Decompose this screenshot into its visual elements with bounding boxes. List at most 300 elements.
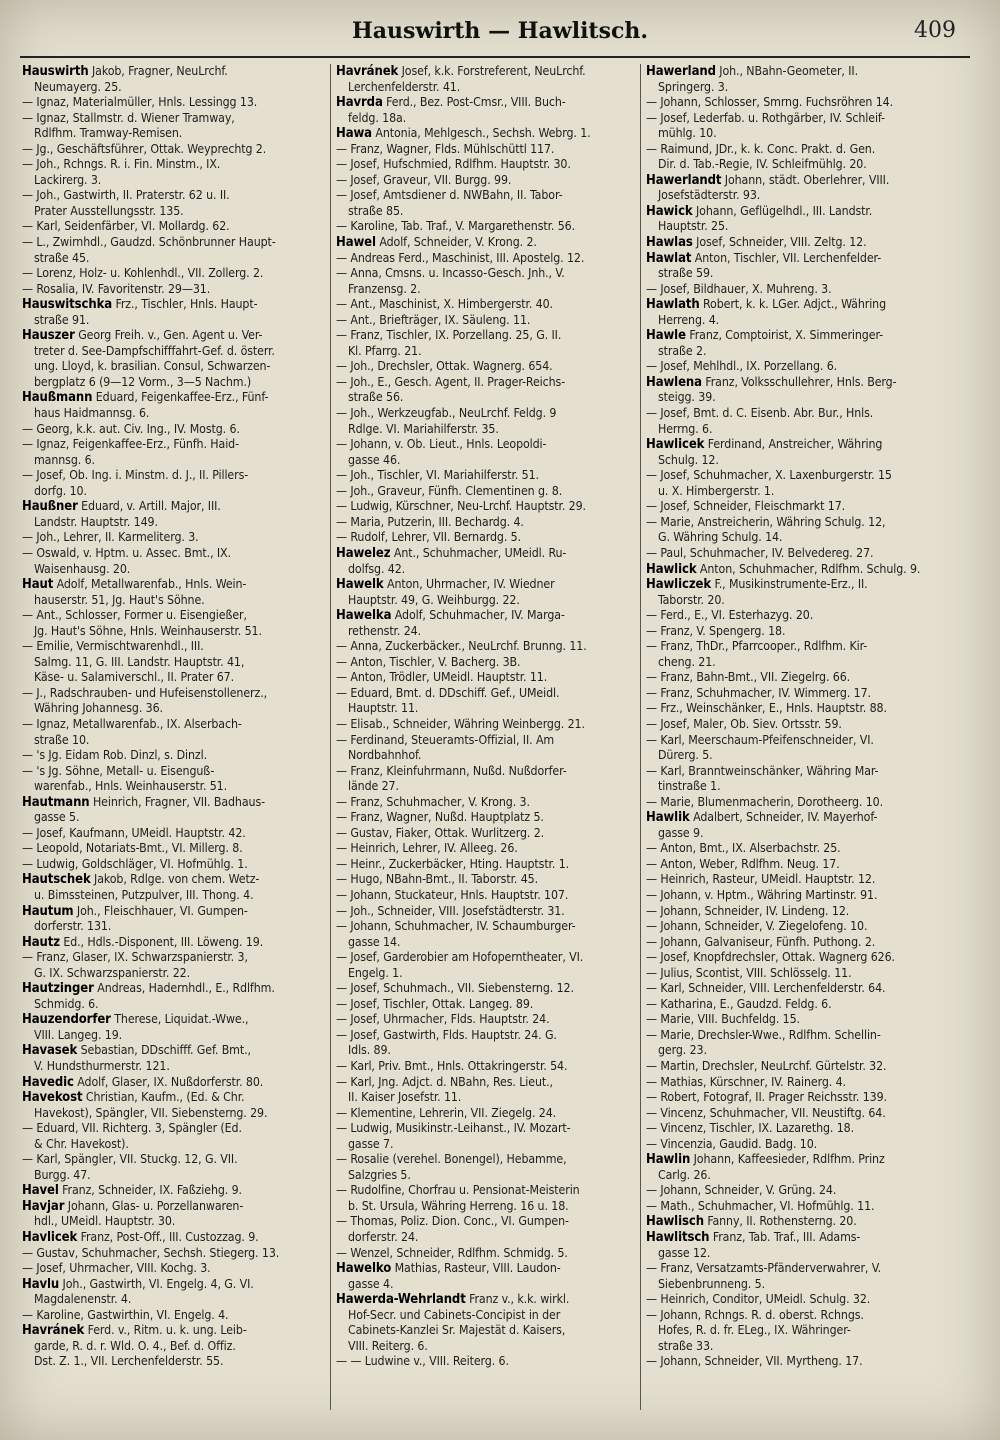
entry-text: — Franz, Tischler, IX. Porzellang. 25, G. II. xyxy=(336,328,562,343)
entry-text: Jakob, Rdlge. von chem. Wetz- xyxy=(90,872,260,887)
entry-text: — Josef, Uhrmacher, Flds. Hauptstr. 24. xyxy=(336,1012,550,1027)
directory-entry-head xyxy=(22,1199,328,1215)
directory-entry-line xyxy=(646,266,946,282)
directory-entry-line xyxy=(336,453,636,469)
entry-text: — J., Radschrauben- und Hufeisenstollenerz., xyxy=(22,685,268,700)
column-divider xyxy=(330,64,331,1410)
entry-surname: Havrda xyxy=(336,95,383,111)
entry-text: Käse- u. Salamiverschl., II. Prater 67. xyxy=(34,670,235,685)
directory-entry-line xyxy=(336,841,636,857)
directory-entry-line xyxy=(646,1246,946,1262)
directory-entry-line xyxy=(22,1106,328,1122)
entry-text: Neumayerg. 25. xyxy=(34,79,122,94)
directory-entry-line xyxy=(336,701,636,717)
entry-text: Salzgries 5. xyxy=(348,1167,411,1182)
entry-surname: Hawlick xyxy=(646,561,697,577)
entry-text: Heinrich, Fragner, VII. Badhaus- xyxy=(89,794,265,809)
entry-text: Johann, Geflügelhdl., III. Landstr. xyxy=(692,203,873,218)
entry-surname: Hawlisch xyxy=(646,1214,704,1230)
entry-text: tinstraße 1. xyxy=(658,779,721,794)
directory-entry-line xyxy=(646,1277,946,1293)
entry-text: — Anton, Bmt., IX. Alserbachstr. 25. xyxy=(646,841,841,856)
entry-text: — Josef, Kaufmann, UMeidl. Hauptstr. 42. xyxy=(22,825,246,840)
entry-text: — Franz, Schuhmacher, V. Krong. 3. xyxy=(336,794,530,809)
entry-text: ung. Lloyd, k. brasilian. Consul, Schwarzen- xyxy=(34,359,271,374)
entry-text: Burgg. 47. xyxy=(34,1167,91,1182)
entry-text: Herrng. 6. xyxy=(658,421,713,436)
directory-entry-line xyxy=(336,1308,636,1324)
directory-entry-line xyxy=(646,1339,946,1355)
directory-entry-line xyxy=(646,422,946,438)
entry-text: — Marie, Blumenmacherin, Dorotheerg. 10. xyxy=(646,794,884,809)
entry-text: — Ignaz, Stallmstr. d. Wiener Tramway, xyxy=(22,110,235,125)
entry-text: — Oswald, v. Hptm. u. Assec. Bmt., IX. xyxy=(22,545,231,560)
entry-text: Dir. d. Tab.-Regie, IV. Schleifmühlg. 20. xyxy=(658,157,867,172)
entry-text: — — Ludwine v., VIII. Reiterg. 6. xyxy=(336,1354,509,1369)
entry-text: — Josef, Uhrmacher, VIII. Kochg. 3. xyxy=(22,1261,211,1276)
directory-entry-line xyxy=(22,1137,328,1153)
entry-text: warenfab., Hnls. Weinhauserstr. 51. xyxy=(34,779,228,794)
directory-entry-line xyxy=(646,484,946,500)
directory-entry-line xyxy=(336,157,636,173)
directory-entry-line xyxy=(336,935,636,951)
entry-text: Josefstädterstr. 93. xyxy=(658,188,761,203)
directory-entry-line xyxy=(22,1152,328,1168)
entry-text: Rdlge. VI. Mariahilferstr. 35. xyxy=(348,421,499,436)
directory-entry-line xyxy=(646,1183,946,1199)
directory-entry-line xyxy=(22,655,328,671)
directory-entry-line xyxy=(22,1028,328,1044)
entry-text: — Vincenz, Schuhmacher, VII. Neustiftg. 64. xyxy=(646,1105,886,1120)
entry-text: dorferstr. 24. xyxy=(348,1230,419,1245)
directory-entry-line xyxy=(336,919,636,935)
entry-text: — Katharina, E., Gaudzd. Feldg. 6. xyxy=(646,996,832,1011)
directory-entry-line xyxy=(22,1214,328,1230)
entry-text: — Ignaz, Feigenkaffee-Erz., Fünfh. Haid- xyxy=(22,437,239,452)
directory-entry-line xyxy=(336,1059,636,1075)
entry-text: straße 2. xyxy=(658,343,707,358)
entry-text: — Joh., Werkzeugfab., NeuLrchf. Feldg. 9 xyxy=(336,406,557,421)
entry-surname: Hawel xyxy=(336,235,376,251)
directory-entry-line xyxy=(22,375,328,391)
directory-entry-head xyxy=(646,204,946,220)
entry-text: F., Musikinstrumente-Erz., II. xyxy=(711,577,868,592)
entry-text: — Johann, v. Ob. Lieut., Hnls. Leopoldi- xyxy=(336,437,547,452)
entry-text: — Karl, Meerschaum-Pfeifenschneider, VI. xyxy=(646,732,874,747)
directory-entry-line xyxy=(336,1354,636,1370)
directory-entry-line xyxy=(646,453,946,469)
entry-text: bergplatz 6 (9—12 Vorm., 3—5 Nachm.) xyxy=(34,374,252,389)
entry-text: Anton, Schuhmacher, Rdlfhm. Schulg. 9. xyxy=(696,561,921,576)
directory-entry-head xyxy=(22,1012,328,1028)
directory-entry-line xyxy=(22,484,328,500)
directory-entry-line xyxy=(22,701,328,717)
entry-text: Joh., Gastwirth, VI. Engelg. 4, G. VI. xyxy=(59,1276,254,1291)
directory-entry-line xyxy=(646,530,946,546)
entry-text: — Johann, Rchngs. R. d. oberst. Rchngs. xyxy=(646,1307,864,1322)
entry-surname: Havjar xyxy=(22,1198,65,1214)
directory-entry-line xyxy=(336,375,636,391)
directory-entry-line xyxy=(646,111,946,127)
entry-text: dorfg. 10. xyxy=(34,483,87,498)
directory-entry-head xyxy=(646,577,946,593)
entry-text: Franz, Volksschullehrer, Hnls. Berg- xyxy=(701,374,897,389)
directory-entry-line xyxy=(22,282,328,298)
directory-entry-head xyxy=(22,935,328,951)
entry-text: — Joh., Rchngs. R. i. Fin. Minstm., IX. xyxy=(22,157,221,172)
entry-surname: Hawelka xyxy=(336,608,392,624)
entry-text: G. IX. Schwarzspanierstr. 22. xyxy=(34,965,190,980)
directory-entry-line xyxy=(336,655,636,671)
directory-entry-head xyxy=(22,390,328,406)
entry-text: — Josef, Knopfdrechsler, Ottak. Wagnerg 626. xyxy=(646,950,895,965)
entry-text: — Anton, Trödler, UMeidl. Hauptstr. 11. xyxy=(336,670,548,685)
directory-entry-line xyxy=(22,779,328,795)
entry-surname: Hautschek xyxy=(22,872,91,888)
directory-entry-line xyxy=(336,1230,636,1246)
entry-text: hauserstr. 51, Jg. Haut's Söhne. xyxy=(34,592,205,607)
entry-surname: Havel xyxy=(22,1183,59,1199)
entry-text: hdl., UMeidl. Hauptstr. 30. xyxy=(34,1214,176,1229)
entry-text: — Elisab., Schneider, Währing Weinbergg. 21. xyxy=(336,716,585,731)
directory-entry-line xyxy=(336,1043,636,1059)
entry-text: — Joh., Graveur, Fünfh. Clementinen g. 8. xyxy=(336,483,563,498)
entry-text: lände 27. xyxy=(348,779,399,794)
directory-entry-head xyxy=(22,1183,328,1199)
directory-entry-head xyxy=(22,904,328,920)
directory-entry-line xyxy=(22,406,328,422)
directory-entry-head xyxy=(22,981,328,997)
directory-entry-line xyxy=(336,981,636,997)
entry-text: — Ant., Maschinist, X. Himbergerstr. 40. xyxy=(336,297,553,312)
entry-text: — Ant., Briefträger, IX. Säuleng. 11. xyxy=(336,312,531,327)
entry-text: Dürerg. 5. xyxy=(658,748,713,763)
entry-text: Jakob, Fragner, NeuLrchf. xyxy=(88,64,228,78)
directory-entry-line xyxy=(22,1308,328,1324)
entry-text: — Johann, Schuhmacher, IV. Schaumburger- xyxy=(336,919,576,934)
directory-entry-head xyxy=(22,1043,328,1059)
directory-entry-line xyxy=(646,219,946,235)
entry-surname: Hawlena xyxy=(646,374,702,390)
directory-entry-line xyxy=(336,997,636,1013)
entry-text: Anton, Uhrmacher, IV. Wiedner xyxy=(383,577,555,592)
entry-text: — L., Zwirnhdl., Gaudzd. Schönbrunner Haupt- xyxy=(22,235,276,250)
directory-entry-line xyxy=(646,624,946,640)
directory-entry-line xyxy=(22,764,328,780)
directory-entry-line xyxy=(646,764,946,780)
directory-entry-line xyxy=(646,344,946,360)
directory-entry-line xyxy=(22,1059,328,1075)
entry-text: — Heinrich, Conditor, UMeidl. Schulg. 32. xyxy=(646,1292,871,1307)
directory-entry-line xyxy=(22,1121,328,1137)
directory-entry-head xyxy=(646,810,946,826)
entry-text: Dst. Z. 1., VII. Lerchenfelderstr. 55. xyxy=(34,1354,224,1369)
directory-entry-line xyxy=(646,188,946,204)
entry-text: — Josef, Amtsdiener d. NWBahn, II. Tabor- xyxy=(336,188,563,203)
directory-entry-head xyxy=(22,1277,328,1293)
entry-text: Franz, Schneider, IX. Faßziehg. 9. xyxy=(58,1183,242,1198)
entry-surname: Hautmann xyxy=(22,794,90,810)
entry-text: dolfsg. 42. xyxy=(348,561,406,576)
entry-surname: Hawerda-Wehrlandt xyxy=(336,1292,466,1308)
directory-entry-line xyxy=(22,1168,328,1184)
directory-entry-line xyxy=(336,717,636,733)
directory-entry-line xyxy=(646,390,946,406)
entry-text: Franz v., k.k. wirkl. xyxy=(465,1292,570,1307)
entry-text: straße 91. xyxy=(34,312,90,327)
directory-entry-line xyxy=(336,1183,636,1199)
entry-text: — Johann, Schneider, V. Grüng. 24. xyxy=(646,1183,837,1198)
entry-surname: Hauszer xyxy=(22,328,75,344)
directory-entry-line xyxy=(22,919,328,935)
directory-entry-line xyxy=(22,344,328,360)
directory-entry-line xyxy=(646,950,946,966)
entry-text: Hauptstr. 25. xyxy=(658,219,729,234)
entry-text: — Vincenzia, Gaudid. Badg. 10. xyxy=(646,1136,818,1151)
entry-text: — Johann, Schneider, V. Ziegelofeng. 10. xyxy=(646,919,868,934)
entry-surname: Hawlat xyxy=(646,250,692,266)
directory-entry-head xyxy=(336,577,636,593)
page-header xyxy=(0,18,1000,58)
directory-entry-line xyxy=(646,935,946,951)
column-right xyxy=(646,64,946,1410)
entry-text: Springerg. 3. xyxy=(658,79,729,94)
entry-text: — Raimund, JDr., k. k. Conc. Prakt. d. Gen. xyxy=(646,141,876,156)
entry-text: — Johann, Schneider, VII. Myrtheng. 17. xyxy=(646,1354,863,1369)
directory-entry-line xyxy=(336,251,636,267)
directory-entry-line xyxy=(336,1168,636,1184)
entry-surname: Hawlas xyxy=(646,235,693,251)
entry-text: — Paul, Schuhmacher, IV. Belvedereg. 27. xyxy=(646,545,874,560)
entry-surname: Hawa xyxy=(336,126,372,142)
directory-entry-line xyxy=(336,1106,636,1122)
directory-entry-line xyxy=(22,624,328,640)
entry-text: Cabinets-Kanzlei Sr. Majestät d. Kaisers, xyxy=(348,1323,566,1338)
entry-text: Hof-Secr. und Cabinets-Concipist in der xyxy=(348,1307,561,1322)
entry-text: Siebenbrunneng. 5. xyxy=(658,1276,765,1291)
entry-surname: Hawlicek xyxy=(646,437,705,453)
entry-text: — Josef, Schuhmach., VII. Siebensterng. 12. xyxy=(336,981,574,996)
entry-text: Herreng. 4. xyxy=(658,312,720,327)
directory-entry-line xyxy=(22,126,328,142)
directory-entry-line xyxy=(646,499,946,515)
directory-entry-line xyxy=(336,562,636,578)
directory-entry-line xyxy=(646,655,946,671)
directory-entry-line xyxy=(646,1323,946,1339)
directory-entry-line xyxy=(336,624,636,640)
directory-entry-line xyxy=(646,608,946,624)
entry-text: — Karl, Seidenfärber, VI. Mollardg. 62. xyxy=(22,219,230,234)
directory-entry-line xyxy=(336,468,636,484)
entry-text: Prater Ausstellungsstr. 135. xyxy=(34,203,184,218)
entry-text: Engelg. 1. xyxy=(348,965,403,980)
entry-surname: Hautzinger xyxy=(22,981,94,997)
entry-text: — Ferd., E., VI. Esterhazyg. 20. xyxy=(646,608,814,623)
entry-text: — Karoline, Tab. Traf., V. Margarethenstr. 56. xyxy=(336,219,576,234)
entry-text: treter d. See-Dampfschifffahrt-Gef. d. österr. xyxy=(34,343,275,358)
entry-text: Franz, Post-Off., III. Custozzag. 9. xyxy=(77,1230,259,1245)
directory-entry-line xyxy=(336,142,636,158)
entry-surname: Havránek xyxy=(22,1323,85,1339)
entry-text: — Eduard, Bmt. d. DDschiff. Gef., UMeidl. xyxy=(336,685,560,700)
entry-text: — Heinr., Zuckerbäcker, Hting. Hauptstr. 1. xyxy=(336,856,570,871)
entry-text: Antonia, Mehlgesch., Sechsh. Webrg. 1. xyxy=(371,126,591,141)
entry-text: — Franz, Kleinfuhrmann, Nußd. Nußdorfer- xyxy=(336,763,567,778)
directory-entry-line xyxy=(646,919,946,935)
directory-entry-line xyxy=(22,157,328,173)
entry-text: Hauptstr. 49, G. Weihburgg. 22. xyxy=(348,592,520,607)
directory-entry-line xyxy=(22,966,328,982)
entry-text: — Karl, Jng. Adjct. d. NBahn, Res. Lieut., xyxy=(336,1074,553,1089)
entry-text: gasse 12. xyxy=(658,1245,711,1260)
entry-text: Anton, Tischler, VII. Lerchenfelder- xyxy=(691,250,882,265)
entry-text: — Josef, Lederfab. u. Rothgärber, IV. Schleif- xyxy=(646,110,885,125)
directory-entry-line xyxy=(22,453,328,469)
directory-entry-line xyxy=(646,1075,946,1091)
directory-entry-line xyxy=(646,1121,946,1137)
entry-text: mühlg. 10. xyxy=(658,126,717,141)
entry-text: — Hugo, NBahn-Bmt., II. Taborstr. 45. xyxy=(336,872,539,887)
directory-entry-line xyxy=(336,1012,636,1028)
entry-text: — Ludwig, Musikinstr.-Leihanst., IV. Mozart- xyxy=(336,1121,571,1136)
directory-entry-line xyxy=(646,1059,946,1075)
directory-entry-line xyxy=(646,841,946,857)
entry-text: Adolf, Schuhmacher, IV. Marga- xyxy=(391,608,565,623)
entry-text: — Joh., Gastwirth, II. Praterstr. 62 u. II. xyxy=(22,188,230,203)
directory-entry-line xyxy=(646,748,946,764)
directory-entry-head xyxy=(646,1214,946,1230)
directory-entry-line xyxy=(336,219,636,235)
entry-text: Josef, Schneider, VIII. Zeltg. 12. xyxy=(692,235,867,250)
directory-entry-line xyxy=(336,422,636,438)
entry-text: — Anton, Weber, Rdlfhm. Neug. 17. xyxy=(646,856,840,871)
entry-text: straße 45. xyxy=(34,250,90,265)
directory-entry-line xyxy=(336,1277,636,1293)
entry-text: — Ignaz, Materialmüller, Hnls. Lessingg 13. xyxy=(22,95,258,110)
entry-text: straße 33. xyxy=(658,1338,714,1353)
directory-entry-line xyxy=(646,1354,946,1370)
directory-entry-head xyxy=(646,375,946,391)
entry-text: — Rudolfine, Chorfrau u. Pensionat-Meisterin xyxy=(336,1183,580,1198)
directory-entry-line xyxy=(336,733,636,749)
directory-entry-line xyxy=(646,733,946,749)
directory-entry-line xyxy=(22,530,328,546)
entry-text: Hauptstr. 11. xyxy=(348,701,419,716)
entry-text: — Mathias, Kürschner, IV. Rainerg. 4. xyxy=(646,1074,846,1089)
entry-text: — Franz, Versatzamts-Pfänderverwahrer, V. xyxy=(646,1261,882,1276)
directory-entry-line xyxy=(646,701,946,717)
entry-text: Robert, k. k. LGer. Adjct., Währing xyxy=(699,297,887,312)
directory-entry-line xyxy=(646,1106,946,1122)
entry-text: — Andreas Ferd., Maschinist, III. Apostelg. 12. xyxy=(336,250,585,265)
entry-text: Eduard, Feigenkaffee-Erz., Fünf- xyxy=(92,390,269,405)
entry-text: gasse 4. xyxy=(348,1276,394,1291)
directory-entry-line xyxy=(646,468,946,484)
entry-text: — Karl, Schneider, VIII. Lerchenfelderstr. 64. xyxy=(646,981,886,996)
entry-text: — Maria, Putzerin, III. Bechardg. 4. xyxy=(336,514,524,529)
directory-entry-line xyxy=(646,1308,946,1324)
entry-surname: Haußmann xyxy=(22,390,93,406)
directory-entry-line xyxy=(646,359,946,375)
directory-entry-line xyxy=(22,733,328,749)
entry-text: — Karoline, Gastwirthin, VI. Engelg. 4. xyxy=(22,1307,229,1322)
directory-entry-head xyxy=(646,1230,946,1246)
directory-entry-line xyxy=(22,826,328,842)
directory-entry-head xyxy=(22,577,328,593)
directory-entry-head xyxy=(646,235,946,251)
entry-text: Mathias, Rasteur, VIII. Laudon- xyxy=(391,1261,561,1276)
entry-text: — Johann, v. Hptm., Währing Martinstr. 91. xyxy=(646,887,878,902)
entry-text: Schulg. 12. xyxy=(658,452,719,467)
entry-text: Franzensg. 2. xyxy=(348,281,421,296)
entry-text: straße 59. xyxy=(658,266,714,281)
directory-entry-line xyxy=(336,499,636,515)
entry-text: Adalbert, Schneider, IV. Mayerhof- xyxy=(689,810,878,825)
entry-text: — Klementine, Lehrerin, VII. Ziegelg. 24. xyxy=(336,1105,557,1120)
entry-text: — Karl, Spängler, VII. Stuckg. 12, G. VII. xyxy=(22,1152,238,1167)
directory-entry-line xyxy=(646,904,946,920)
directory-entry-line xyxy=(336,1028,636,1044)
directory-entry-line xyxy=(336,406,636,422)
directory-entry-head xyxy=(336,608,636,624)
entry-text: Joh., NBahn-Geometer, II. xyxy=(715,64,858,78)
directory-entry-line xyxy=(336,779,636,795)
entry-text: — Anna, Zuckerbäcker., NeuLrchf. Brunng. 11. xyxy=(336,639,587,654)
entry-text: — Math., Schuhmacher, VI. Hofmühlg. 11. xyxy=(646,1198,875,1213)
directory-entry-line xyxy=(646,157,946,173)
entry-text: — 's Jg. Eidam Rob. Dinzl, s. Dinzl. xyxy=(22,748,208,763)
entry-text: gasse 14. xyxy=(348,934,401,949)
directory-entry-head xyxy=(22,1090,328,1106)
directory-entry-line xyxy=(336,1152,636,1168)
directory-entry-line xyxy=(336,359,636,375)
directory-entry-line xyxy=(336,80,636,96)
entry-text: — Joh., Schneider, VIII. Josefstädterstr. 31. xyxy=(336,903,565,918)
entry-surname: Hawliczek xyxy=(646,577,712,593)
directory-entry-line xyxy=(336,857,636,873)
directory-entry-line xyxy=(22,111,328,127)
entry-text: — Rudolf, Lehrer, VII. Bernardg. 5. xyxy=(336,530,522,545)
entry-text: — Josef, Bildhauer, X. Muhreng. 3. xyxy=(646,281,832,296)
entry-surname: Hawerlandt xyxy=(646,172,722,188)
entry-text: — Gustav, Fiaker, Ottak. Wurlitzerg. 2. xyxy=(336,825,545,840)
entry-surname: Havedic xyxy=(22,1074,74,1090)
directory-entry-line xyxy=(22,857,328,873)
entry-surname: Hawelko xyxy=(336,1261,392,1277)
directory-entry-line xyxy=(22,266,328,282)
entry-text: Johann, Glas- u. Porzellanwaren- xyxy=(64,1198,244,1213)
entry-text: feldg. 18a. xyxy=(348,110,407,125)
directory-entry-line xyxy=(22,359,328,375)
entry-text: Magdalenenstr. 4. xyxy=(34,1292,132,1307)
entry-surname: Hawle xyxy=(646,328,686,344)
entry-text: — Karl, Branntweinschänker, Währing Mar- xyxy=(646,763,879,778)
directory-entry-line xyxy=(336,1199,636,1215)
entry-text: Währing Johannesg. 36. xyxy=(34,701,163,716)
directory-entry-line xyxy=(336,484,636,500)
directory-entry-line xyxy=(646,888,946,904)
entry-text: — Robert, Fotograf, II. Prager Reichsstr. 139. xyxy=(646,1090,887,1105)
entry-text: VIII. Reiterg. 6. xyxy=(348,1338,428,1353)
directory-entry-head xyxy=(22,872,328,888)
directory-entry-line xyxy=(22,1292,328,1308)
directory-entry-line xyxy=(646,826,946,842)
directory-entry-line xyxy=(22,95,328,111)
directory-entry-line xyxy=(646,1261,946,1277)
entry-text: — Heinrich, Rasteur, UMeidl. Hauptstr. 12. xyxy=(646,872,876,887)
entry-text: u. X. Himbergerstr. 1. xyxy=(658,483,775,498)
directory-entry-head xyxy=(336,546,636,562)
